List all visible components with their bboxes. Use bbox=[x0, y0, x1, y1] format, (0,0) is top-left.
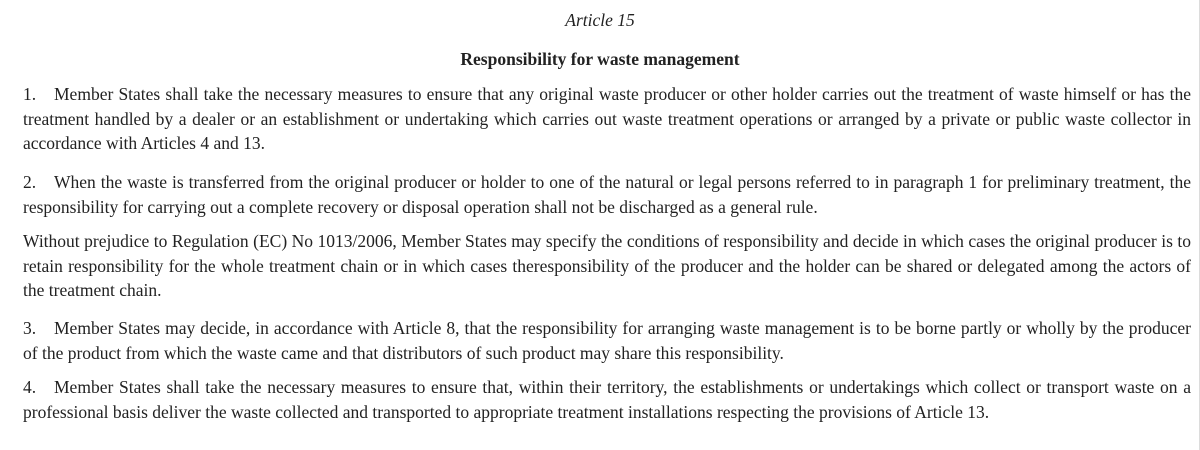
paragraph-number: 4. bbox=[23, 377, 37, 397]
paragraph-number: 1. bbox=[23, 84, 37, 104]
paragraph-number: 2. bbox=[23, 172, 37, 192]
paragraph-text: Member States shall take the necessary measures to ensure that, within their territory, the establishments or undertakings which collect or transport waste on a professional basis deliver the waste collected and transported to appropriate treatment installations respecting the provisions of Article 13. bbox=[23, 377, 1191, 422]
paragraph-2-continued bbox=[23, 229, 1191, 303]
paragraph-1 bbox=[23, 82, 1191, 156]
paragraph-text: Member States shall take the necessary measures to ensure that any original waste producer or other holder carries out the treatment of waste himself or has the treatment handled by a dealer or an establishment or undertaking which carries out waste treatment operations or arranged by a private or public waste collector in accordance with Articles 4 and 13. bbox=[23, 84, 1191, 153]
paragraph-text: Without prejudice to Regulation (EC) No 1013/2006, Member States may specify the conditions of responsibility and decide in which cases the original producer is to retain responsibility for the whole treatment chain or in which cases theresponsibility of the producer and the holder can be shared or delegated among the actors of the treatment chain. bbox=[23, 231, 1191, 300]
paragraph-4 bbox=[23, 375, 1191, 424]
article-number: Article 15 bbox=[565, 10, 635, 30]
paragraph-2 bbox=[23, 170, 1191, 219]
paragraph-text: Member States may decide, in accordance with Article 8, that the responsibility for arranging waste management is to be borne partly or wholly by the producer of the product from which the waste came and that distributors of such product may share this responsibility. bbox=[23, 318, 1191, 363]
article-title: Responsibility for waste management bbox=[460, 49, 740, 69]
paragraph-text: When the waste is transferred from the original producer or holder to one of the natural or legal persons referred to in paragraph 1 for preliminary treatment, the responsibility for carrying out a complete recovery or disposal operation shall not be discharged as a general rule. bbox=[23, 172, 1191, 217]
paragraph-3 bbox=[23, 316, 1191, 365]
paragraph-number: 3. bbox=[23, 318, 37, 338]
